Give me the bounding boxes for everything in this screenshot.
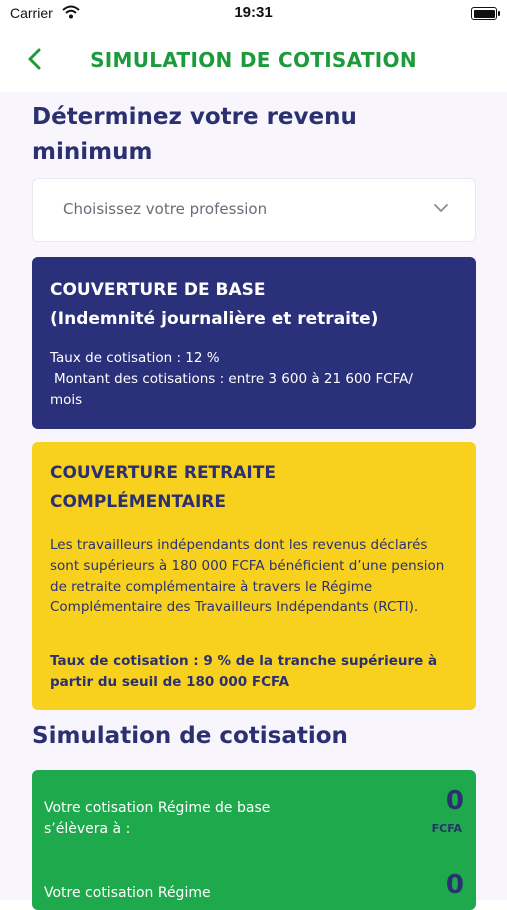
comp-contribution-label: Votre cotisation Régime: [44, 885, 211, 901]
comp-card-title: [50, 459, 276, 517]
status-bar: [0, 0, 507, 28]
simulation-result-card: [32, 770, 476, 910]
comp-card-title-line1: COUVERTURE RETRAITE: [50, 463, 276, 483]
base-card-title-line1: COUVERTURE DE BASE: [50, 280, 266, 300]
page-title: SIMULATION DE COTISATION: [90, 48, 417, 72]
main-content: [0, 92, 507, 900]
base-card-title: [50, 276, 378, 334]
base-card-rate: Taux de cotisation : 12 %: [50, 350, 220, 366]
complementary-coverage-card: [32, 442, 476, 710]
battery-icon: [471, 7, 497, 20]
section-heading-line2: minimum: [32, 139, 153, 165]
base-coverage-card: [32, 257, 476, 429]
comp-card-title-line2: COMPLÉMENTAIRE: [50, 492, 226, 512]
base-card-title-line2: (Indemnité journalière et retraite): [50, 309, 379, 329]
base-contribution-value: 0: [445, 786, 464, 816]
base-contribution-label-line2: s’élèvera à :: [44, 821, 131, 837]
base-contribution-label-line1: Votre cotisation Régime de base: [44, 800, 271, 816]
base-contribution-unit: FCFA: [431, 822, 462, 835]
comp-card-description: Les travailleurs indépendants dont les revenus déclarés sont supérieurs à 180 000 FCFA bénéficient d’une pension de retraite complémentaire à travers le Régime Complémentaire des Travailleurs Indépendants (RCTI).: [50, 537, 445, 616]
base-card-amount-line1: Montant des cotisations : entre 3 600 à 21 600 FCFA/: [54, 371, 413, 387]
clock: 19:31: [234, 4, 273, 21]
section-heading-line1: Déterminez votre revenu: [32, 104, 357, 130]
profession-select-placeholder: Choisissez votre profession: [63, 200, 268, 218]
carrier-label: Carrier: [10, 5, 53, 21]
navigation-bar: [0, 28, 507, 92]
comp-card-rate-note: Taux de cotisation : 9 % de la tranche supérieure à partir du seuil de 180 000 FCFA: [50, 653, 438, 690]
profession-select[interactable]: [32, 178, 476, 242]
simulation-title: Simulation de cotisation: [32, 723, 348, 749]
base-contribution-label: [44, 798, 270, 840]
chevron-down-icon: [433, 201, 449, 215]
base-card-amount-line2: mois: [50, 392, 83, 408]
comp-contribution-value: 0: [445, 870, 464, 900]
